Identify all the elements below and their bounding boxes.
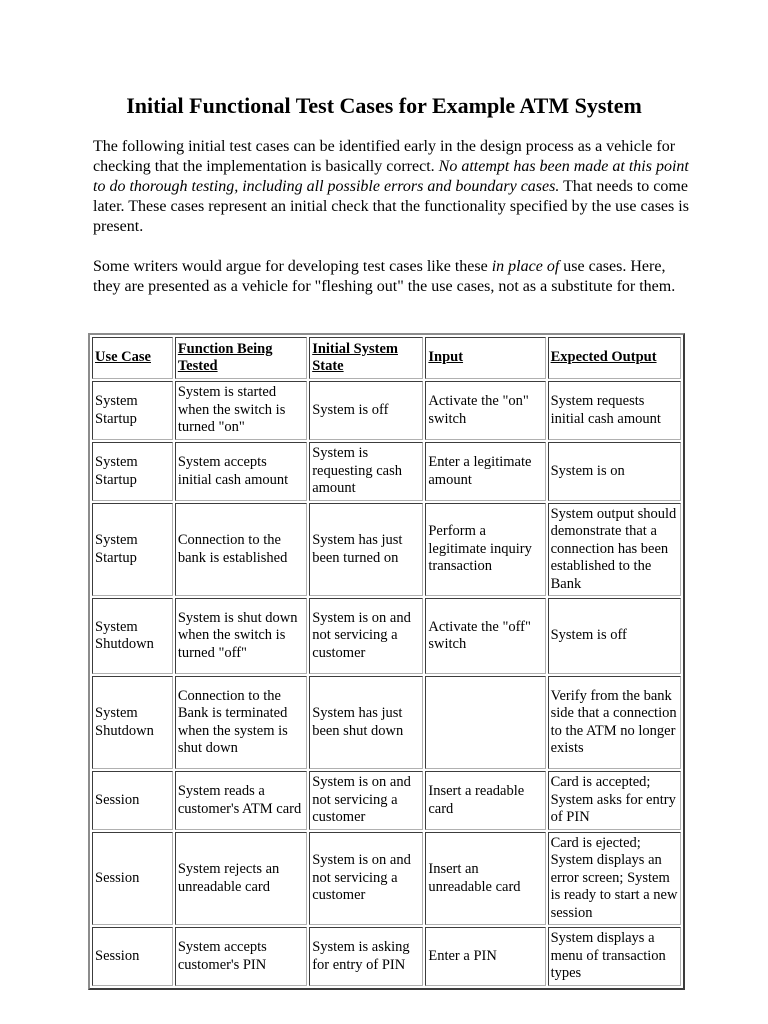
header-use-case: Use Case: [92, 337, 173, 379]
cell-function: System accepts customer's PIN: [175, 927, 307, 986]
cell-expected-output: System displays a menu of transaction types: [548, 927, 681, 986]
table-row: [92, 598, 681, 674]
cell-function: Connection to the bank is established: [175, 503, 307, 596]
cell-initial-state: System is requesting cash amount: [309, 442, 423, 501]
cell-input: Insert an unreadable card: [425, 832, 545, 925]
cell-use-case: System Shutdown: [92, 598, 173, 674]
intro-p2-italic: in place of: [491, 258, 560, 275]
intro-p1-text-1: The following initial test cases can be identified early in the design process as a vehicle for checking that the implementation is basically correct.: [93, 138, 676, 175]
cell-function: System is started when the switch is turned "on": [175, 381, 307, 440]
cell-input: Perform a legitimate inquiry transaction: [425, 503, 545, 596]
cell-input: Enter a PIN: [425, 927, 545, 986]
cell-use-case: Session: [92, 927, 173, 986]
cell-use-case: Session: [92, 832, 173, 925]
cell-initial-state: System has just been turned on: [309, 503, 423, 596]
table-row: [92, 503, 681, 596]
header-function-being-tested: Function Being Tested: [175, 337, 307, 379]
table-row: [92, 832, 681, 925]
header-input: Input: [425, 337, 545, 379]
cell-function: System rejects an unreadable card: [175, 832, 307, 925]
header-initial-system-state: Initial System State: [309, 337, 423, 379]
cell-initial-state: System is on and not servicing a customer: [309, 771, 423, 830]
cell-expected-output: System requests initial cash amount: [548, 381, 681, 440]
intro-paragraph-2: [93, 257, 693, 297]
table-row: [92, 927, 681, 986]
intro-paragraph-1: [93, 137, 693, 237]
cell-use-case: System Startup: [92, 503, 173, 596]
cell-use-case: System Shutdown: [92, 676, 173, 769]
table-row: [92, 676, 681, 769]
cell-initial-state: System is on and not servicing a customer: [309, 598, 423, 674]
cell-use-case: Session: [92, 771, 173, 830]
intro-p1-text-2: That needs to come later. These cases represent an initial check that the functionality specified by the use cases is present.: [93, 178, 689, 235]
cell-initial-state: System has just been shut down: [309, 676, 423, 769]
cell-expected-output: System is on: [548, 442, 681, 501]
cell-initial-state: System is asking for entry of PIN: [309, 927, 423, 986]
cell-input: Enter a legitimate amount: [425, 442, 545, 501]
test-cases-table-frame: [88, 333, 685, 990]
table-row: [92, 442, 681, 501]
cell-expected-output: Card is accepted; System asks for entry of PIN: [548, 771, 681, 830]
intro-p2-text-2: use cases. Here, they are presented as a vehicle for "fleshing out" the use cases, not as a substitute for them.: [93, 258, 676, 295]
cell-expected-output: Card is ejected; System displays an error screen; System is ready to start a new session: [548, 832, 681, 925]
cell-input: Insert a readable card: [425, 771, 545, 830]
test-cases-table: [90, 335, 683, 988]
table-header-row: [92, 337, 681, 379]
table-row: [92, 381, 681, 440]
cell-expected-output: Verify from the bank side that a connection to the ATM no longer exists: [548, 676, 681, 769]
cell-function: System is shut down when the switch is turned "off": [175, 598, 307, 674]
table-row: [92, 771, 681, 830]
cell-initial-state: System is off: [309, 381, 423, 440]
cell-function: System reads a customer's ATM card: [175, 771, 307, 830]
cell-expected-output: System output should demonstrate that a connection has been established to the Bank: [548, 503, 681, 596]
cell-initial-state: System is on and not servicing a customer: [309, 832, 423, 925]
cell-input: Activate the "off" switch: [425, 598, 545, 674]
cell-function: Connection to the Bank is terminated when the system is shut down: [175, 676, 307, 769]
intro-p2-text-1: Some writers would argue for developing test cases like these: [93, 258, 492, 275]
page-title: Initial Functional Test Cases for Example ATM System: [126, 93, 642, 118]
cell-input: [425, 676, 545, 769]
cell-expected-output: System is off: [548, 598, 681, 674]
cell-function: System accepts initial cash amount: [175, 442, 307, 501]
intro-p1-italic: No attempt has been made at this point to do thorough testing, including all possible errors and boundary cases.: [93, 158, 689, 195]
cell-input: Activate the "on" switch: [425, 381, 545, 440]
cell-use-case: System Startup: [92, 442, 173, 501]
header-expected-output: Expected Output: [548, 337, 681, 379]
cell-use-case: System Startup: [92, 381, 173, 440]
